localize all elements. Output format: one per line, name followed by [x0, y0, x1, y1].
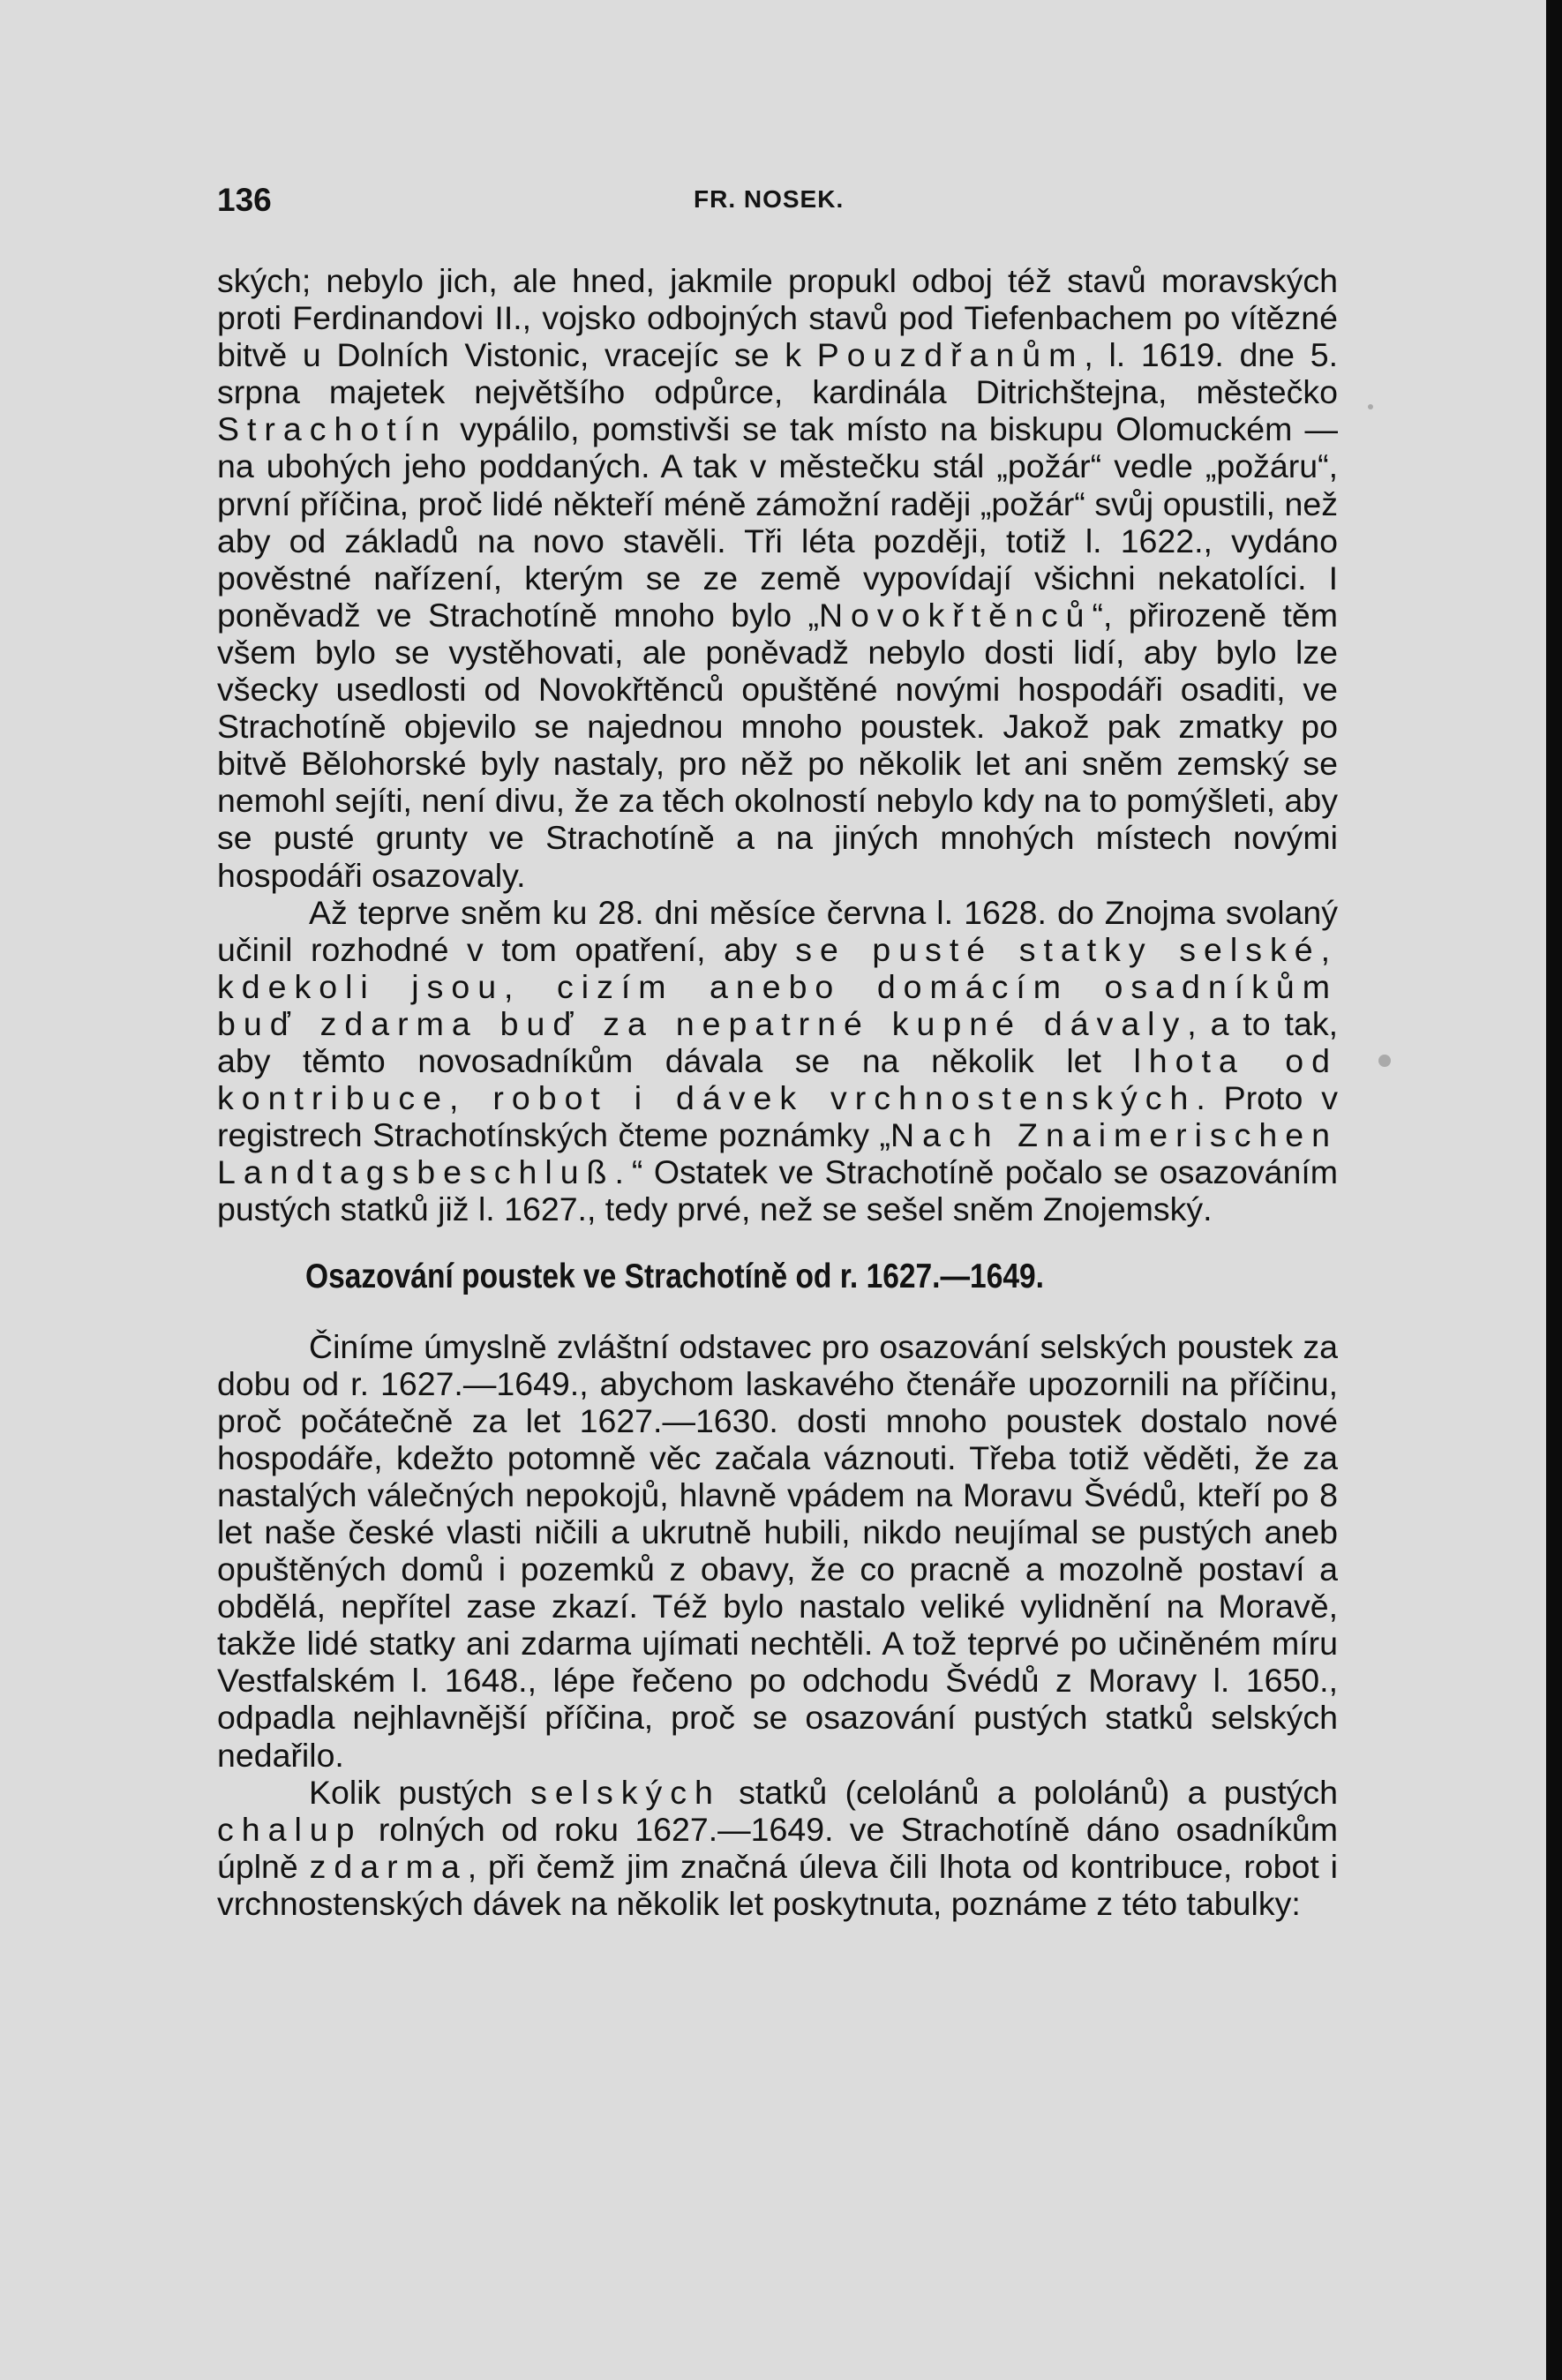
text-run: Kolik pustých	[309, 1773, 531, 1811]
spaced-text: lhota od kontribuce, robot i dávek vrchnostenských	[217, 1041, 1338, 1117]
spaced-text: zdarma	[309, 1847, 468, 1885]
paragraph-2	[217, 894, 1338, 1228]
body-text	[217, 262, 1338, 1922]
spaced-text: chalup	[217, 1810, 363, 1848]
page-number: 136	[217, 182, 272, 218]
text-run: Až teprve sněm ku 28. dni měsíce června l. 1628. do Znojma svolaný učinil rozhodné v tom opatření, aby	[217, 893, 1338, 968]
spaced-text: Pouzdřanům	[816, 336, 1085, 374]
paper-speck	[1368, 404, 1373, 409]
paper-speck	[1378, 1055, 1391, 1067]
spaced-text: Nach Znaimerischen Landtagsbeschluß.	[217, 1116, 1339, 1191]
text-run: , l. 1619. dne 5. srpna majetek největšího odpůrce, kardinála Ditrichštejna, městečko	[217, 336, 1338, 411]
spaced-text: Strachotín	[217, 410, 447, 448]
text-run: , a to tak, aby těmto novosadníkům dávala se na několik let	[217, 1004, 1338, 1079]
text-run: ských; nebylo jich, ale hned, jakmile propukl odboj též stavů moravských proti Ferdinandovi II., vojsko odbojných stavů pod Tiefenbachem po vítězné bitvě u Dolních Vistonic, vracejíc se k	[217, 262, 1338, 374]
text-run: statků (celolánů a pololánů) a pustých	[720, 1773, 1338, 1811]
scan-edge	[1546, 0, 1562, 2380]
text-run: . Proto v registrech Strachotínských čteme poznámky „	[217, 1079, 1338, 1154]
running-head	[217, 182, 1338, 222]
paragraph-1	[217, 262, 1338, 894]
text-run: , při čemž jim značná úleva čili lhota od kontribuce, robot i vrchnostenských dávek na několik let poskytnuta, poznáme z této tabulky:	[217, 1847, 1338, 1922]
running-title: FR. NOSEK.	[694, 185, 845, 213]
paragraph-3: Činíme úmyslně zvláštní odstavec pro osazování selských poustek za dobu od r. 1627.—1649., abychom laskavého čtenáře upozornili na příčinu, proč počátečně za let 1627.—1630. dosti mnoho poustek dostalo nové hospodáře, kdežto potomně věc začala váznouti. Třeba totiž věděti, že za nastalých válečných nepokojů, hlavně vpádem na Moravu Švédů, kteří po 8 let naše české vlasti ničili a ukrutně hubili, nikdo neujímal se pustých aneb opuštěných domů i pozemků z obavy, že co pracně a mozolně postaví a obdělá, nepřítel zase zkazí. Též bylo nastalo veliké vylidnění na Moravě, takže lidé statky ani zdarma ujímati nechtěli. A tož teprvé po učiněném míru Vestfalském l. 1648., lépe řečeno po odchodu Švédů z Moravy l. 1650., odpadla nejhlavnější příčina, proč se osazování pustých statků selských nedařilo.	[217, 1327, 1338, 1774]
text-run: “, přirozeně těm všem bylo se vystěhovati, ale poněvadž nebylo dosti lidí, aby bylo lze všecky usedlosti od Novokřtěnců opuštěné novými hospodáři osaditi, ve Strachotíně objevilo se najednou mnoho poustek. Jakož pak zmatky po bitvě Bělohorské byly nastaly, pro něž po několik let ani sněm zemský se nemohl sejíti, není divu, že za těch okolností nebylo kdy na to pomýšleti, aby se pusté grunty ve Strachotíně a na jiných mnohých místech novými hospodáři osazovaly.	[217, 596, 1339, 894]
spaced-text: Novokřtěnců	[818, 596, 1093, 634]
spaced-text: selských	[530, 1773, 721, 1811]
paragraph-4	[217, 1774, 1338, 1922]
text-run: vypálilo, pomstivši se tak místo na biskupu Olomuckém — na ubohých jeho poddaných. A tak v městečku stál „požár“ vedle „požáru“, první příčina, proč lidé někteří méně zámožní raději „požár“ svůj opustili, než aby od základů na novo stavěli. Tři léta později, totiž l. 1622., vydáno pověstné nařízení, kterým se ze země vypovídají všichni nekatolíci. I poněvadž ve Strachotíně mnoho bylo „	[217, 410, 1338, 634]
text-run: “ Ostatek ve Strachotíně počalo se osazováním pustých statků již l. 1627., tedy prvé, než se sešel sněm Znojemský.	[217, 1153, 1338, 1228]
section-heading: Osazování poustek ve Strachotíně od r. 1627.—1649.	[305, 1258, 1044, 1296]
text-run: rolných od roku 1627.—1649. ve Strachotíně dáno osadníkům úplně	[217, 1810, 1338, 1885]
spaced-text: se pusté statky selské, kdekoli jsou, cizím anebo domácím osadníkům buď zdarma buď za nepatrné kupné dávaly	[217, 930, 1338, 1042]
